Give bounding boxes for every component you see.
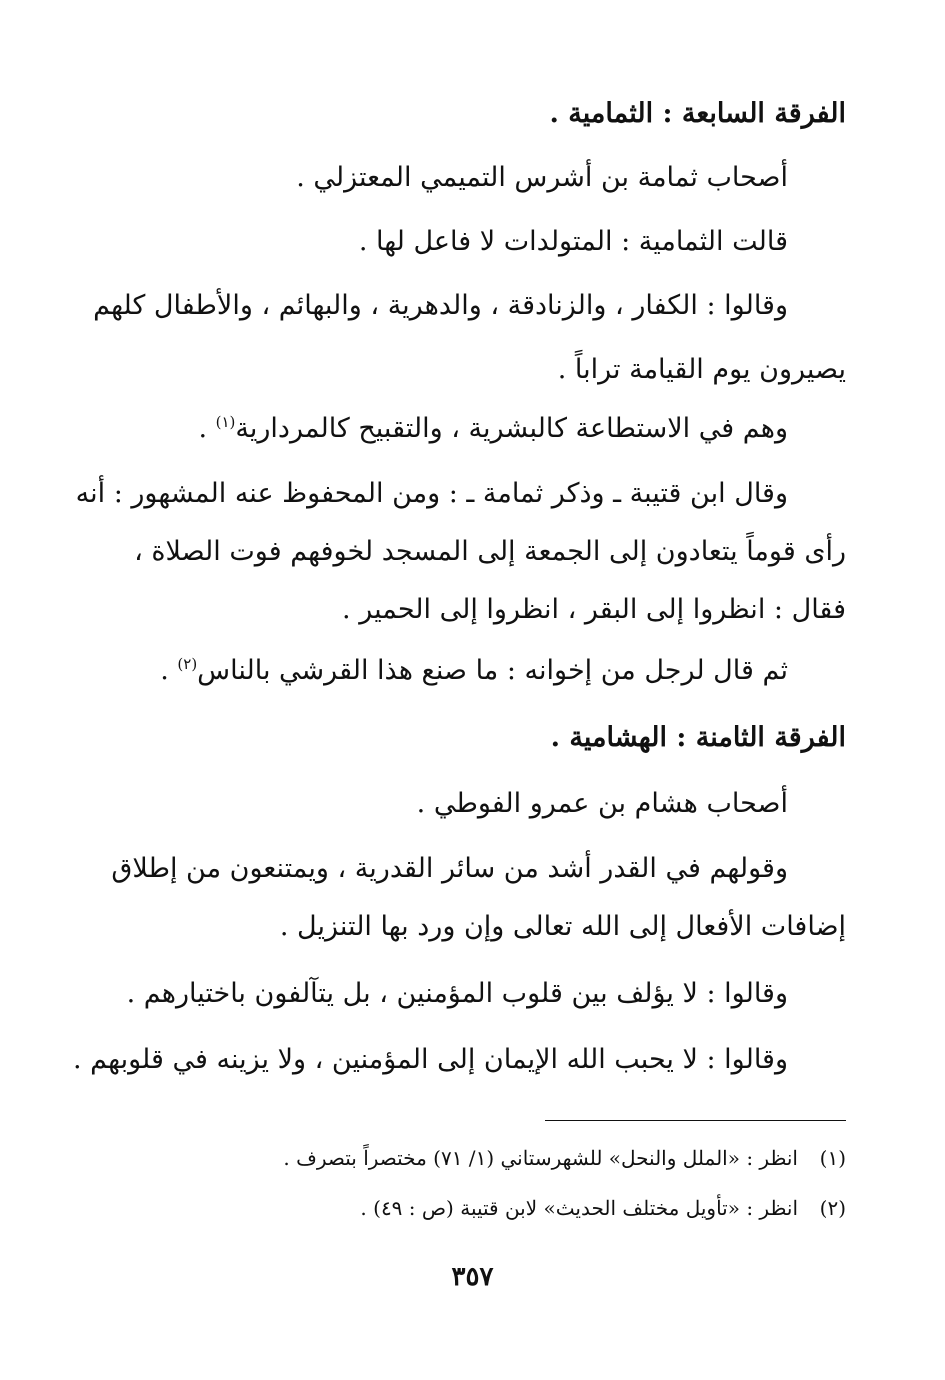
paragraph-text: وهم في الاستطاعة كالبشرية ، والتقبيح كالمردارية [235,413,788,444]
page-number: ٣٥٧ [451,1262,494,1292]
footnote-text: انظر : «الملل والنحل» للشهرستاني (١/ ٧١) مختصراً بتصرف . [283,1146,798,1170]
paragraph-hearts: وقالوا : لا يؤلف بين قلوب المؤمنين ، بل يتآلفون باختيارهم . [126,978,788,1009]
paragraph-line: وقالوا : الكفار ، والزنادقة ، والدهرية ، والبهائم ، والأطفال كلهم [93,290,788,321]
section-heading-hishamiyya: الفرقة الثامنة : الهشامية . [550,722,846,753]
footnote-number: (٢) [819,1196,846,1220]
footnote-number: (١) [819,1146,846,1170]
paragraph-line: فقال : انظروا إلى البقر ، انظروا إلى الحمير . [342,594,846,625]
paragraph-qurashi [138,651,846,691]
paragraph-text: ثم قال لرجل من إخوانه : ما صنع هذا القرشي بالناس [197,655,788,686]
footnote-separator [545,1120,846,1121]
paragraph-end: . [198,413,216,444]
section-heading-thamamiyya: الفرقة السابعة : الثمامية . [549,98,846,129]
paragraph-line: يصيرون يوم القيامة تراباً . [557,354,846,385]
paragraph-line: إضافات الأفعال إلى الله تعالى وإن ورد بها التنزيل . [279,911,846,942]
footnote-reference: (١) [215,413,236,431]
footnote-text: انظر : «تأويل مختلف الحديث» لابن قتيبة (ص : ٤٩) . [360,1196,798,1220]
paragraph-line: رأى قوماً يتعادون إلى الجمعة إلى المسجد لخوفهم فوت الصلاة ، [134,536,846,567]
footnote-2 [138,1193,846,1223]
paragraph-istitaa [138,409,846,449]
paragraph-iman: وقالوا : لا يحبب الله الإيمان إلى المؤمنين ، ولا يزينه في قلوبهم . [73,1044,788,1075]
paragraph-line: وقال ابن قتيبة ـ وذكر ثمامة ـ : ومن المحفوظ عنه المشهور : أنه [75,478,788,509]
paragraph-hishamiyya-founder: أصحاب هشام بن عمرو الفوطي . [416,788,788,819]
paragraph-end: . [160,655,178,686]
footnote-reference: (٢) [177,655,198,673]
footnote-1 [138,1143,846,1173]
paragraph-thamamiyya-founder: أصحاب ثمامة بن أشرس التميمي المعتزلي . [296,162,788,193]
paragraph-thamamiyya-saying: قالت الثمامية : المتولدات لا فاعل لها . [358,226,788,257]
paragraph-line: وقولهم في القدر أشد من سائر القدرية ، ويمتنعون من إطلاق [111,853,788,884]
